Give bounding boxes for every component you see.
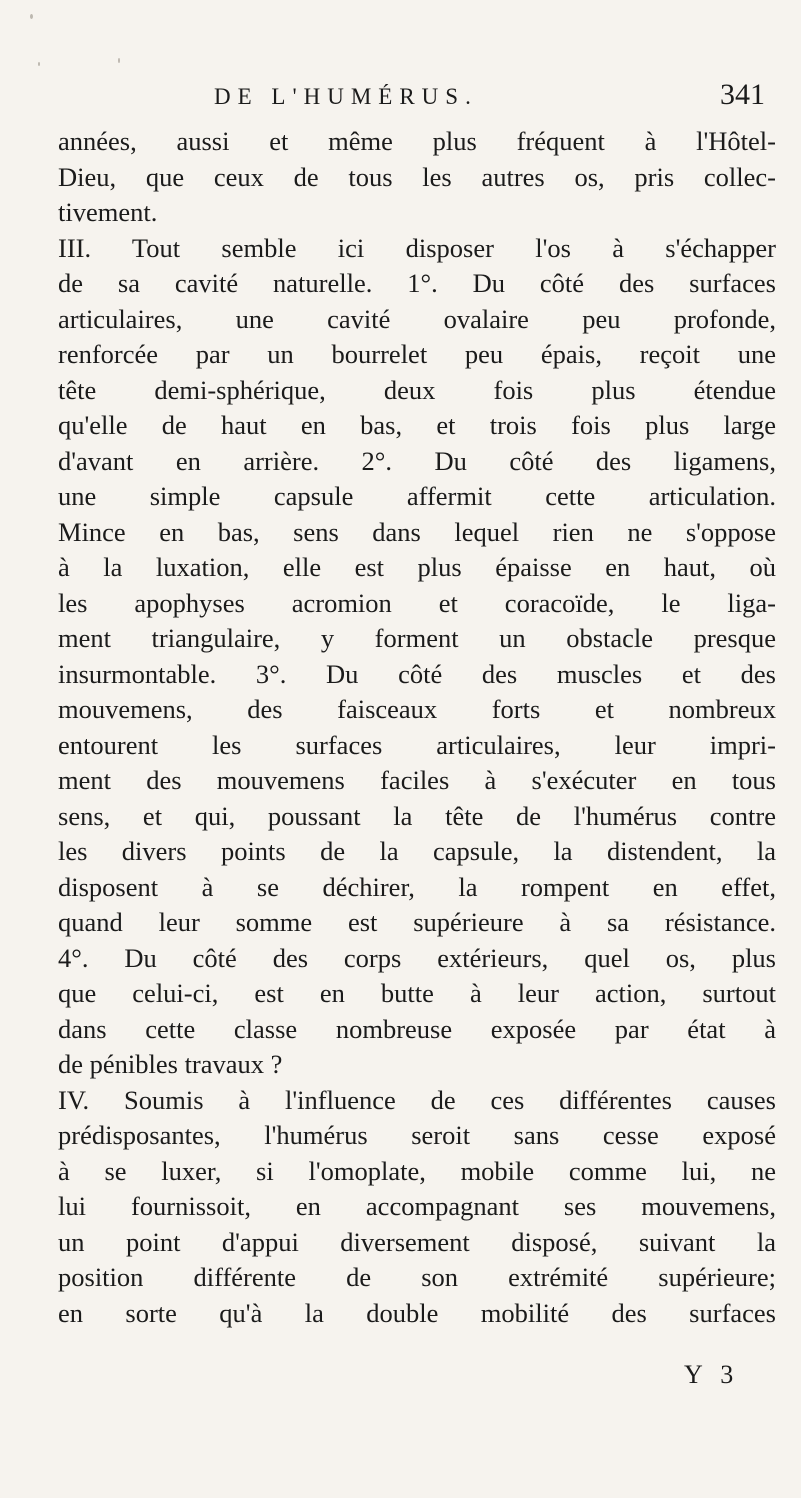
text-line: de sa cavité naturelle. 1°. Du côté des surfaces xyxy=(58,268,776,298)
text-line: une simple capsule affermit cette articulation. xyxy=(58,481,776,511)
page-number: 341 xyxy=(720,78,765,111)
text-line: quand leur somme est supérieure à sa résistance. xyxy=(58,907,776,937)
text-line: sens, et qui, poussant la tête de l'humérus contre xyxy=(58,800,776,831)
text-line: entourent les surfaces articulaires, leur impri- xyxy=(58,729,776,760)
text-line: d'avant en arrière. 2°. Du côté des ligamens, xyxy=(58,445,776,476)
text-line: articulaires, une cavité ovalaire peu profonde, xyxy=(58,303,776,334)
running-title: DE L'HUMÉRUS. xyxy=(214,84,478,109)
text-line: les apophyses acromion et coracoïde, le liga- xyxy=(58,587,776,618)
body-text xyxy=(58,124,776,1331)
text-line: ment des mouvemens faciles à s'exécuter en tous xyxy=(58,765,776,795)
text-line: IV. Soumis à l'influence de ces différentes causes xyxy=(58,1084,776,1115)
text-line: mouvemens, des faisceaux forts et nombreux xyxy=(58,694,776,724)
paper-speck xyxy=(38,62,40,66)
text-line: 4°. Du côté des corps extérieurs, quel os, plus xyxy=(58,942,776,973)
text-line: Dieu, que ceux de tous les autres os, pris collec- xyxy=(58,161,776,192)
text-line: III. Tout semble ici disposer l'os à s'échapper xyxy=(58,232,776,263)
text-line: les divers points de la capsule, la distendent, la xyxy=(58,836,776,866)
text-line: années, aussi et même plus fréquent à l'Hôtel- xyxy=(58,126,776,156)
text-line: lui fournissoit, en accompagnant ses mouvemens, xyxy=(58,1191,776,1221)
text-line: dans cette classe nombreuse exposée par état à xyxy=(58,1013,776,1044)
text-line: Mince en bas, sens dans lequel rien ne s'oppose xyxy=(58,516,776,547)
text-line: en sorte qu'à la double mobilité des surfaces xyxy=(58,1297,776,1328)
text-line: tête demi-sphérique, deux fois plus étendue xyxy=(58,374,776,405)
text-line: insurmontable. 3°. Du côté des muscles et des xyxy=(58,658,776,689)
text-line: tivement. xyxy=(58,197,158,227)
text-line: prédisposantes, l'humérus seroit sans cesse exposé xyxy=(58,1120,776,1150)
paper-speck xyxy=(118,58,120,63)
text-line: disposent à se déchirer, la rompent en effet, xyxy=(58,871,776,902)
text-line: de pénibles travaux ? xyxy=(58,1049,283,1079)
text-line: ment triangulaire, y forment un obstacle presque xyxy=(58,623,776,653)
text-line: à se luxer, si l'omoplate, mobile comme lui, ne xyxy=(58,1155,776,1186)
page-header xyxy=(0,78,801,118)
signature-mark: Y 3 xyxy=(684,1360,740,1389)
text-line: à la luxation, elle est plus épaisse en haut, où xyxy=(58,552,776,582)
text-line: position différente de son extrémité supérieure; xyxy=(58,1262,776,1292)
paper-speck xyxy=(30,14,33,19)
text-line: qu'elle de haut en bas, et trois fois plus large xyxy=(58,410,776,440)
text-line: un point d'appui diversement disposé, suivant la xyxy=(58,1226,776,1257)
text-line: que celui-ci, est en butte à leur action, surtout xyxy=(58,978,776,1008)
text-line: renforcée par un bourrelet peu épais, reçoit une xyxy=(58,339,776,369)
